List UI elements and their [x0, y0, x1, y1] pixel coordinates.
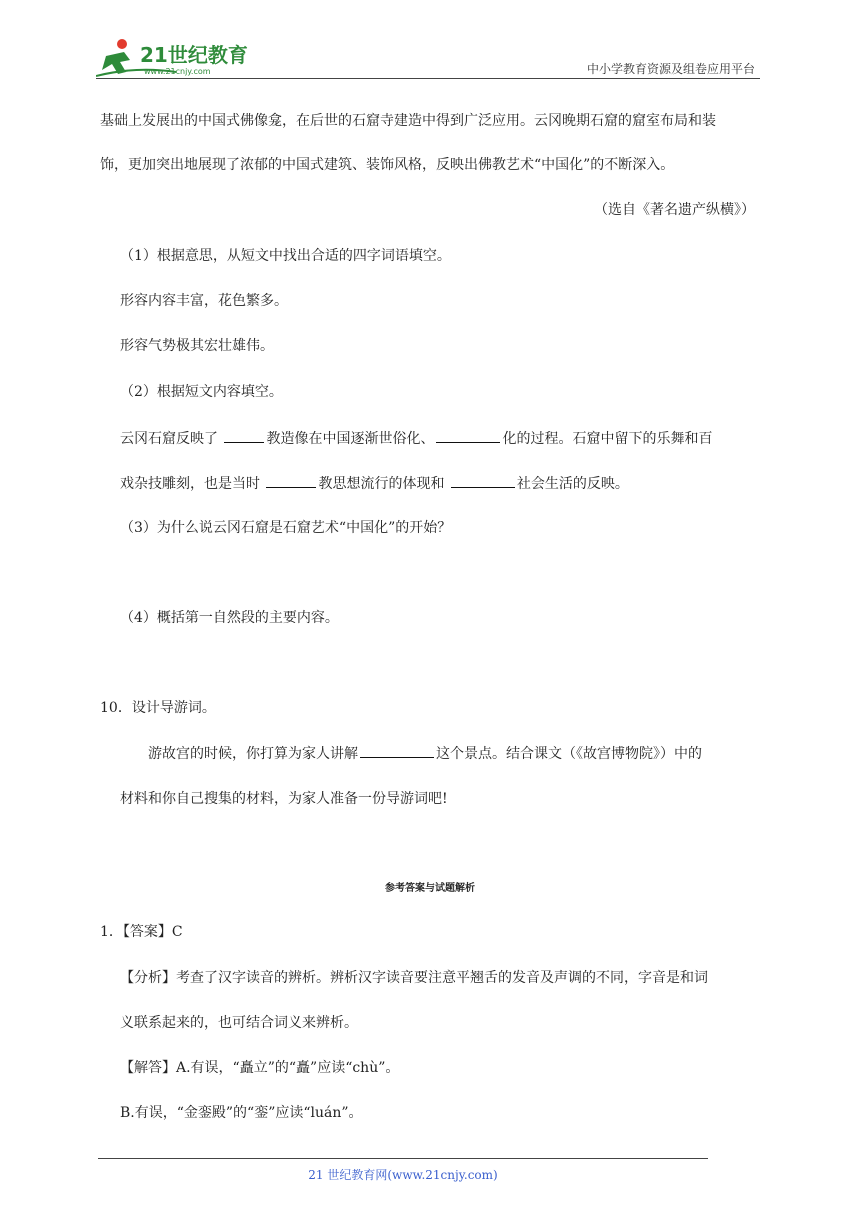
passage-line-1: 基础上发展出的中国式佛像龛，在后世的石窟寺建造中得到广泛应用。云冈晚期石窟的窟室布局和装 [100, 113, 716, 129]
logo-text: 21世纪教育 [140, 43, 248, 67]
logo-runner-icon [96, 36, 256, 80]
q10-text: 这个景点。结合课文（《故宫博物院》）中的 [436, 746, 702, 762]
q9-sub1-b: 形容气势极其宏壮雄伟。 [120, 338, 274, 354]
q10-line-1 [148, 743, 702, 764]
fill-blank[interactable] [224, 428, 264, 443]
logo-url: www.21cnjy.com [144, 67, 211, 76]
q9-sub2-line-1 [120, 428, 712, 449]
footer-divider [98, 1158, 708, 1159]
q9-sub2-text: 化的过程。石窟中留下的乐舞和百 [502, 431, 713, 447]
passage-line-2: 饰，更加突出地展现了浓郁的中国式建筑、装饰风格，反映出佛教艺术“中国化”的不断深入。 [100, 157, 675, 173]
fill-blank[interactable] [266, 473, 316, 488]
answer-1-solution-a: 【解答】A.有误，“矗立”的“矗”应读“chù”。 [120, 1060, 400, 1076]
q10-line-2: 材料和你自己搜集的材料，为家人准备一份导游词吧! [120, 791, 448, 807]
q9-sub2: （2）根据短文内容填空。 [120, 384, 283, 400]
fill-blank[interactable] [360, 743, 434, 758]
answers-section-title: 参考答案与试题解析 [385, 883, 475, 894]
q9-sub2-text: 教造像在中国逐渐世俗化、 [266, 431, 435, 447]
q9-sub3: （3）为什么说云冈石窟是石窟艺术“中国化”的开始？ [120, 520, 452, 536]
answer-1: 1．【答案】C [100, 924, 183, 940]
passage-source: （选自《著名遗产纵横》） [594, 202, 755, 218]
fill-blank[interactable] [451, 473, 515, 488]
logo [96, 36, 256, 80]
fill-blank[interactable] [436, 428, 500, 443]
q9-sub2-line-2 [120, 473, 629, 494]
q9-sub4: （4）概括第一自然段的主要内容。 [120, 610, 339, 626]
q9-sub2-text: 教思想流行的体现和 [318, 476, 445, 492]
answer-1-solution-b: B.有误，“金銮殿”的“銮”应读“luán”。 [120, 1105, 363, 1121]
header-platform-text: 中小学教育资源及组卷应用平台 [586, 62, 755, 76]
q9-sub1: （1）根据意思，从短文中找出合适的四字词语填空。 [120, 248, 451, 264]
q10-title: 10．设计导游词。 [100, 700, 216, 716]
q9-sub2-text: 戏杂技雕刻，也是当时 [120, 476, 260, 492]
q9-sub2-text: 社会生活的反映。 [516, 476, 629, 492]
q9-sub2-text: 云冈石窟反映了 [120, 431, 218, 447]
q9-sub1-a: 形容内容丰富，花色繁多。 [120, 293, 288, 309]
q10-text: 游故宫的时候，你打算为家人讲解 [148, 746, 358, 762]
answer-1-analysis-line-2: 义联系起来的，也可结合词义来辨析。 [120, 1015, 358, 1031]
answer-1-analysis-line-1: 【分析】考查了汉字读音的辨析。辨析汉字读音要注意平翘舌的发音及声调的不同，字音是和词 [120, 970, 708, 986]
header-divider [96, 78, 760, 79]
footer-text: 21 世纪教育网(www.21cnjy.com) [308, 1168, 498, 1182]
